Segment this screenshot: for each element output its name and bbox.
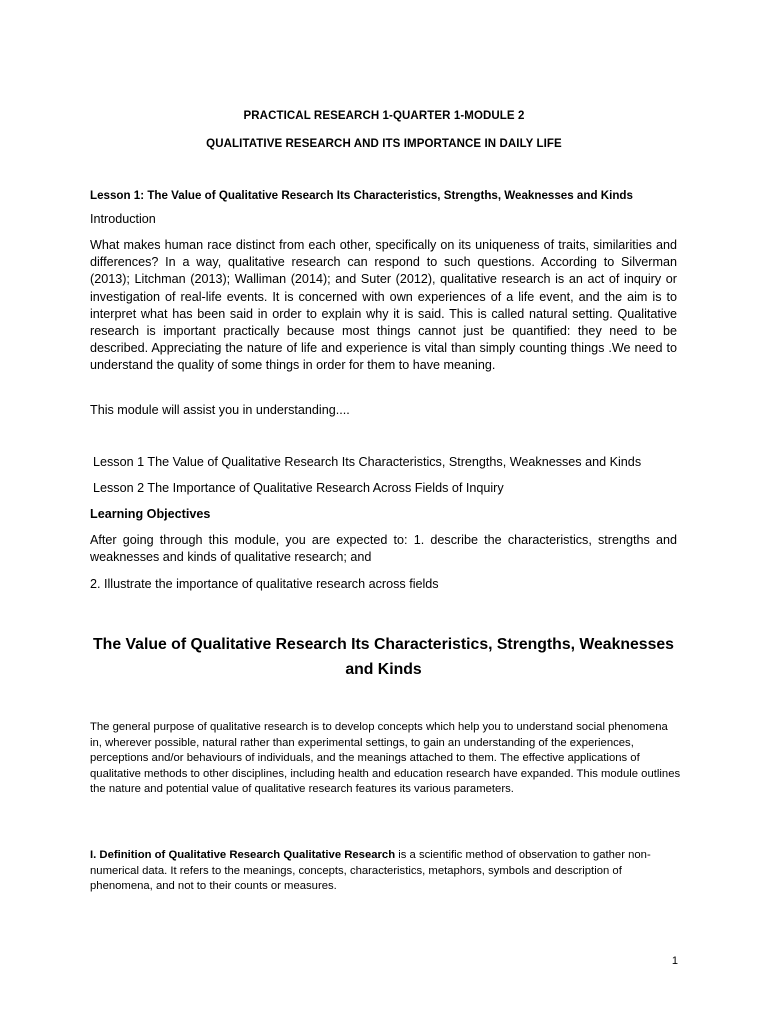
module-title: PRACTICAL RESEARCH 1-QUARTER 1-MODULE 2: [243, 110, 525, 122]
introduction-paragraph: What makes human race distinct from each other, specifically on its uniqueness of traits, similarities and differences? In a way, qualitative research can respond to such questions. According to Silverman (2013); Litchman (2013); Walliman (2014); and Suter (2012), qualitative research is an act of inquiry or investigation of real-life events. It is concerned with own experiences of a life event, and the aim is to interpret what has been said in order to explain why it is said. This is called natural setting. Qualitative research is important practically because most things cannot just be quantified: they need to be described. Appreciating the nature of life and experience is vital than simply counting things .We need to understand the quality of some things in order for them to have meaning.: [90, 238, 677, 373]
definition-text: is a scientific method of observation to gather non-numerical data. It refers to the meanings, concepts, characteristics, metaphors, symbols and description of phenomena, and not to their counts or measures.: [90, 849, 651, 893]
definition-term: I. Definition of Qualitative Research Qualitative Research: [90, 849, 396, 861]
section-title: The Value of Qualitative Research Its Characteristics, Strengths, Weaknesses and Kinds: [93, 636, 674, 678]
learning-objectives-paragraph: After going through this module, you are expected to: 1. describe the characteristics, strengths and weaknesses and kinds of qualitative research; and: [90, 533, 677, 565]
learning-objectives-heading: Learning Objectives: [90, 507, 211, 521]
page-number: 1: [671, 955, 678, 967]
module-assist-text: This module will assist you in understanding....: [90, 403, 350, 417]
lesson-heading: Lesson 1: The Value of Qualitative Research Its Characteristics, Strengths, Weaknesses and Kinds: [90, 189, 633, 202]
learning-objective-2: 2. Illustrate the importance of qualitative research across fields: [90, 577, 439, 591]
lesson-list-item-2: Lesson 2 The Importance of Qualitative Research Across Fields of Inquiry: [93, 481, 504, 495]
introduction-label: Introduction: [90, 212, 156, 226]
purpose-paragraph: The general purpose of qualitative research is to develop concepts which help you to understand social phenomena in, wherever possible, natural rather than experimental settings, to gain an understanding of the experiences, perceptions and/or behaviours of individuals, and the meanings attached to them. The effective applications of qualitative methods to other disciplines, including health and education research have expanded. This module outlines the nature and potential value of qualitative research features its various parameters.: [90, 721, 681, 796]
definition-paragraph: [90, 848, 682, 895]
module-subtitle: QUALITATIVE RESEARCH AND ITS IMPORTANCE IN DAILY LIFE: [206, 138, 562, 150]
lesson-list-item-1: Lesson 1 The Value of Qualitative Research Its Characteristics, Strengths, Weaknesses and Kinds: [93, 455, 642, 469]
